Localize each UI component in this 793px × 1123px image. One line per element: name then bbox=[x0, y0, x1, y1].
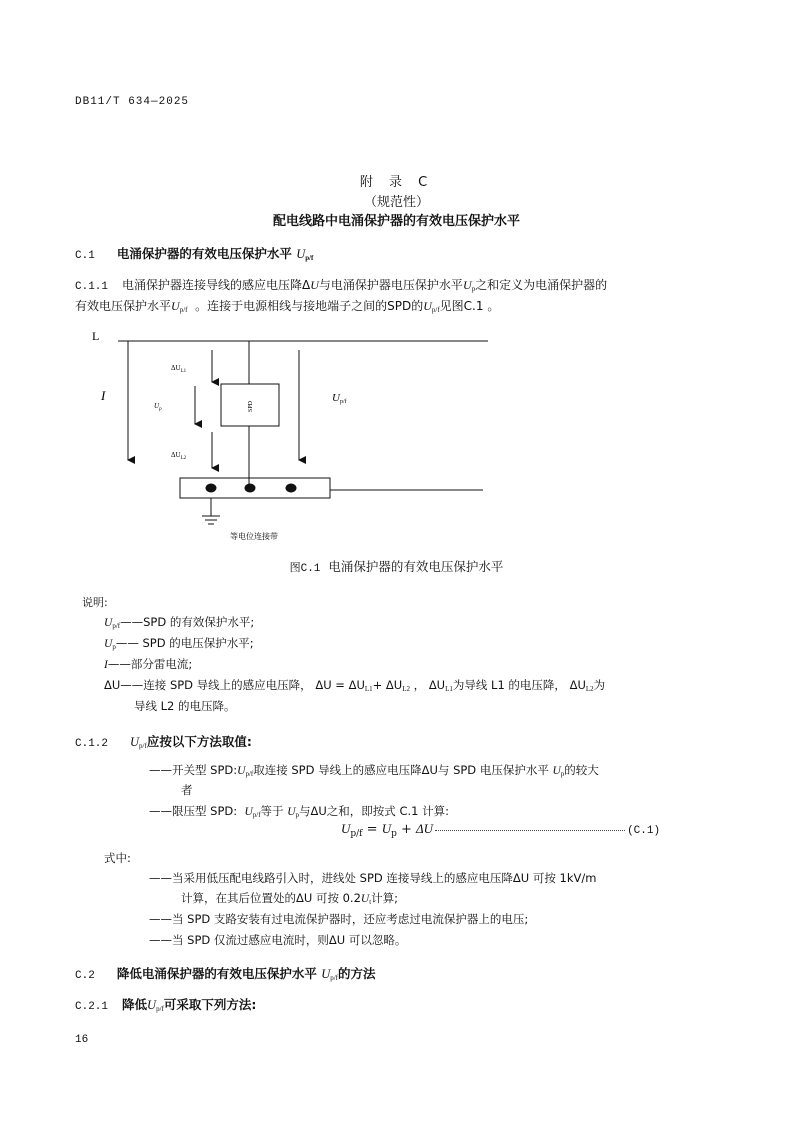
where-3: ——当 SPD 仅流过感应电流时，则ΔU 可以忽略。 bbox=[149, 933, 407, 947]
symbol-u: U bbox=[310, 278, 319, 292]
paragraph-c11-line2 bbox=[75, 297, 499, 314]
notes-title: 说明: bbox=[82, 596, 108, 609]
annex-label: 附 录 C bbox=[359, 175, 434, 190]
delta: Δ bbox=[302, 278, 311, 292]
up-label: $U_p$ bbox=[154, 402, 162, 412]
where-title: 式中: bbox=[104, 851, 131, 865]
figure-caption bbox=[0, 557, 793, 575]
text: 见图C.1 。 bbox=[439, 299, 500, 313]
symbol-sub: p bbox=[471, 285, 476, 293]
section-title: 电涌保护器的有效电压保护水平 bbox=[116, 246, 292, 261]
text: 之和定义为电涌保护器的 bbox=[475, 278, 608, 292]
caption-text: 电涌保护器的有效电压保护水平 bbox=[328, 559, 504, 574]
symbol-sub: p/f bbox=[305, 254, 314, 262]
paragraph-c11-line1 bbox=[75, 276, 607, 293]
clause-number: C.1.2 bbox=[75, 738, 109, 750]
annex-title: 配电线路中电涌保护器的有效电压保护水平 bbox=[272, 214, 520, 229]
page-number: 16 bbox=[75, 1034, 89, 1046]
bonding-bar-label: 等电位连接带 bbox=[230, 532, 278, 541]
note-2: $U_p——$ SPD 的电压保护水平; bbox=[104, 636, 254, 651]
terminal-1 bbox=[206, 484, 217, 493]
note-3: I——部分雷电流; bbox=[104, 657, 193, 671]
symbol-u: U bbox=[171, 299, 180, 313]
symbol-sub: p/f bbox=[179, 306, 188, 314]
method-limit: ——限压型 SPD: $U_{p/f}$等于 $U_p$与ΔU之和，即按式 C.1 计算: bbox=[149, 804, 449, 819]
formula-c1: $U_{p/f} = U_p + \Delta U$ (C.1) bbox=[341, 821, 661, 839]
annex-type: （规范性） bbox=[363, 195, 429, 210]
where-2: ——当 SPD 支路安装有过电流保护器时，还应考虑过电流保护器上的电压; bbox=[149, 912, 529, 926]
text: 。连接于电源相线与接地端子之间的SPD的 bbox=[195, 299, 424, 313]
text: 电涌保护器连接导线的感应电压降 bbox=[122, 278, 303, 292]
spd-label: SPD bbox=[248, 400, 254, 412]
note-4-line2: 导线 L2 的电压降。 bbox=[134, 699, 236, 713]
clause-number: C.1.1 bbox=[75, 281, 109, 293]
section-c2-heading: C.2 降低电涌保护器的有效电压保护水平 $U_{p/f}$的方法 bbox=[75, 966, 376, 982]
clause-c21-heading: C.2.1 降低$U_{p/f}$可采取下列方法: bbox=[75, 997, 257, 1013]
where-1-line1: ——当采用低压配电线路引入时，进线处 SPD 连接导线上的感应电压降ΔU 可按 1kV/m bbox=[149, 871, 597, 885]
current-label: I bbox=[101, 388, 106, 403]
text: 有效电压保护水平 bbox=[75, 299, 172, 313]
upf-label: Up/f bbox=[332, 392, 347, 405]
section-number: C.1 bbox=[75, 250, 95, 262]
figure-c1-diagram bbox=[0, 320, 793, 550]
section-c1-heading bbox=[75, 244, 313, 262]
section-number: C.2 bbox=[75, 970, 95, 982]
note-4-line1: ΔU——连接 SPD 导线上的感应电压降， $\Delta U = \Delta U_{L1}+ \Delta U_{L2}$ ， $\Delta U_{L1}$为导线 L1 的电压降， $\Delta U_{L2}$为 bbox=[104, 678, 606, 693]
formula-number: (C.1) bbox=[627, 825, 661, 837]
clause-c12-heading: C.1.2 $U_{p/f}$应按以下方法取值: bbox=[75, 734, 252, 750]
symbol-u: U bbox=[462, 278, 472, 292]
where-1-line2: 计算，在其后位置处的ΔU 可按 $0.2U_t$计算; bbox=[181, 891, 399, 906]
symbol-u: U bbox=[423, 299, 432, 313]
du-l1-label: $\Delta U_{L1}$ bbox=[171, 364, 187, 374]
terminal-3 bbox=[286, 484, 297, 493]
terminal-2 bbox=[245, 484, 256, 493]
symbol-sub: p/f bbox=[431, 306, 440, 314]
symbol-u: U bbox=[296, 247, 306, 261]
method-switch-line1: ——开关型 $SPD:U_{p/f}$取连接 SPD 导线上的感应电压降ΔU与 SPD 电压保护水平 $U_p$的较大 bbox=[149, 763, 599, 778]
note-1: $U_{p/f}——SPD$ 的有效保护水平; bbox=[104, 615, 255, 630]
text: 与电涌保护器电压保护水平 bbox=[318, 278, 463, 292]
du-l2-label: $\Delta U_{L2}$ bbox=[171, 451, 187, 461]
document-code: DB11/T 634—2025 bbox=[75, 96, 190, 108]
method-switch-line2: 者 bbox=[181, 783, 193, 797]
caption-number: 图C.1 bbox=[289, 563, 321, 575]
line-label-l: L bbox=[92, 329, 100, 343]
leader-dots bbox=[435, 830, 625, 831]
clause-number: C.2.1 bbox=[75, 1001, 109, 1013]
